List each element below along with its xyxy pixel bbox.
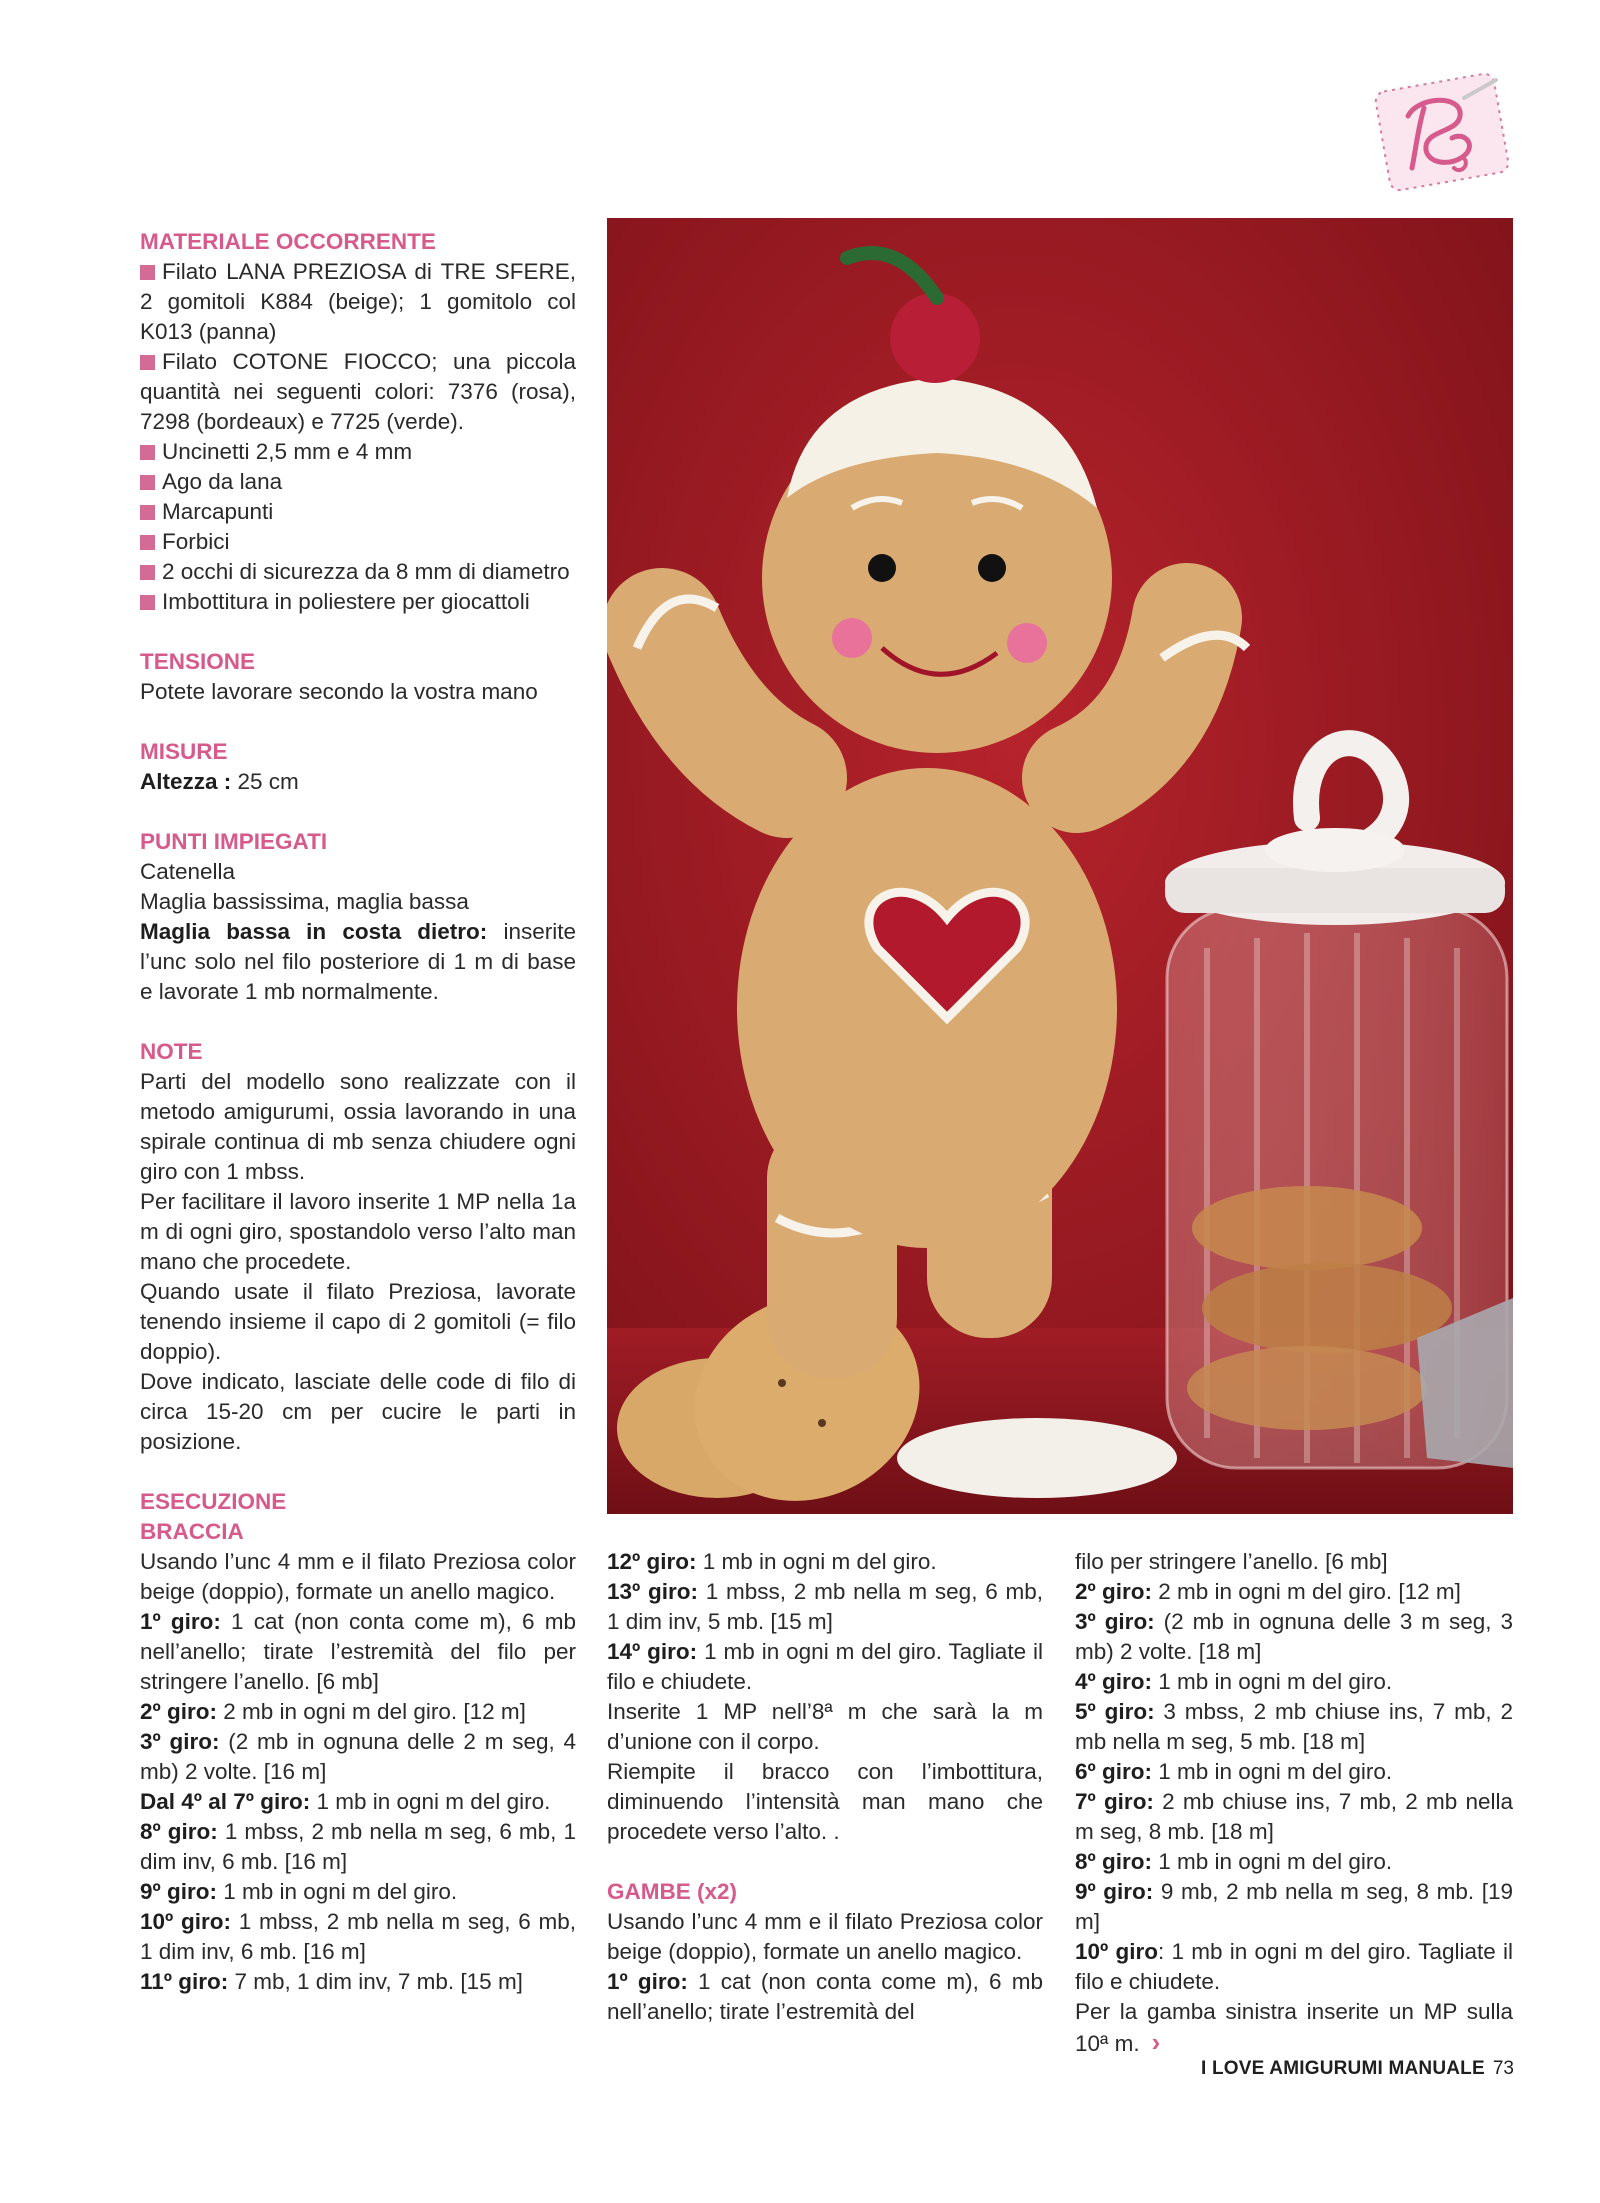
paragraph — [140, 1907, 576, 1967]
material-list-item — [140, 467, 576, 497]
paragraph-text: Parti del modello sono realizzate con il metodo amigurumi, ossia lavorando in una spirale continua di mb senza chiudere ogni giro con 1 mbss. — [140, 1069, 576, 1184]
bold-label: 4º giro: — [1075, 1669, 1152, 1694]
paragraph — [140, 1277, 576, 1367]
section-heading: ESECUZIONE — [140, 1489, 287, 1514]
section-heading: PUNTI IMPIEGATI — [140, 829, 328, 854]
paragraph-text: Riempite il bracco con l’imbottitura, diminuendo l’intensità man mano che procedete verso l’alto. . — [607, 1759, 1043, 1844]
paragraph-text: 1 mb in ogni m del giro. — [1151, 1759, 1393, 1784]
paragraph — [140, 857, 576, 887]
bold-label: 2º giro: — [140, 1699, 217, 1724]
paragraph-text: 1 mb in ogni m del giro. — [216, 1879, 458, 1904]
bold-label: 11º giro: — [140, 1969, 229, 1994]
bold-label: 10º giro: — [140, 1909, 231, 1934]
paragraph-text: 1 mbss, 2 mb nella m seg, 6 mb, 1 dim inv, 6 mb. [16 m] — [140, 1909, 576, 1964]
paragraph-text: 1 mbss, 2 mb nella m seg, 6 mb, 1 dim inv, 6 mb. [16 m] — [140, 1819, 576, 1874]
paragraph-text: 1 mb in ogni m del giro. — [696, 1549, 937, 1574]
bold-label: 9º giro: — [1075, 1879, 1154, 1904]
bullet-square-icon — [140, 445, 155, 460]
bold-label: 5º giro: — [1075, 1699, 1155, 1724]
paragraph-text: 25 cm — [231, 769, 299, 794]
paragraph — [1075, 1697, 1513, 1757]
section-heading: TENSIONE — [140, 649, 256, 674]
bullet-square-icon — [140, 475, 155, 490]
paragraph — [140, 1697, 576, 1727]
spacer — [607, 1847, 1043, 1877]
paragraph-text: Per la gamba sinistra inserite un MP sulla 10ª m. — [1075, 1999, 1513, 2056]
paragraph — [140, 887, 576, 917]
paragraph-text: inserite l’unc solo nel filo posteriore di 1 m di base e lavorate 1 mb normalmente. — [140, 919, 576, 1004]
paragraph-text: Maglia bassissima, maglia bassa — [140, 889, 469, 914]
paragraph — [607, 1757, 1043, 1847]
paragraph-text: 2 mb in ogni m del giro. [12 m] — [216, 1699, 526, 1724]
paragraph-text: Filato LANA PREZIOSA di TRE SFERE, 2 gomitoli K884 (beige); 1 gomitolo col K013 (panna) — [140, 259, 576, 344]
paragraph-text: 1 mb in ogni m del giro. Tagliate il filo e chiudete. — [607, 1639, 1044, 1694]
paragraph — [140, 1877, 576, 1907]
paragraph — [607, 1577, 1043, 1637]
bold-label: 10º giro — [1075, 1939, 1158, 1964]
section-heading: MISURE — [140, 739, 228, 764]
paragraph-text: 9 mb, 2 mb nella m seg, 8 mb. [19 m] — [1075, 1879, 1513, 1934]
paragraph — [1075, 1847, 1513, 1877]
paragraph — [1075, 1577, 1513, 1607]
paragraph-text: Forbici — [162, 529, 230, 554]
magazine-logo-icon — [1368, 68, 1516, 196]
paragraph-text: Quando usate il filato Preziosa, lavorate tenendo insieme il capo di 2 gomitoli (= filo doppio). — [140, 1279, 576, 1364]
paragraph — [140, 1967, 576, 1997]
paragraph-text: Marcapunti — [162, 499, 274, 524]
bullet-square-icon — [140, 505, 155, 520]
paragraph — [140, 677, 576, 707]
paragraph — [607, 1547, 1043, 1577]
material-list-item — [140, 587, 576, 617]
paragraph — [140, 1607, 576, 1697]
column-materials-notes — [140, 227, 576, 1997]
paragraph-text: 1 mb in ogni m del giro. — [310, 1789, 551, 1814]
paragraph-text: 3 mbss, 2 mb chiuse ins, 7 mb, 2 mb nella m seg, 5 mb. [18 m] — [1075, 1699, 1513, 1754]
paragraph-text: Potete lavorare secondo la vostra mano — [140, 679, 538, 704]
paragraph-text: Ago da lana — [162, 469, 283, 494]
paragraph-text: Usando l’unc 4 mm e il filato Preziosa color beige (doppio), formate un anello magico. — [140, 1549, 576, 1604]
paragraph — [140, 767, 576, 797]
paragraph — [607, 1907, 1043, 1967]
paragraph — [140, 1787, 576, 1817]
bold-label: 8º giro: — [1075, 1849, 1152, 1874]
paragraph-text: filo per stringere l’anello. [6 mb] — [1075, 1549, 1388, 1574]
bold-label: 8º giro: — [140, 1819, 218, 1844]
column-instructions-2 — [607, 1547, 1043, 2027]
column-instructions-3 — [1075, 1547, 1513, 2059]
material-list-item — [140, 257, 576, 347]
paragraph — [1075, 1997, 1513, 2059]
paragraph-text: (2 mb in ognuna delle 3 m seg, 3 mb) 2 volte. [18 m] — [1075, 1609, 1513, 1664]
bold-label: 1º giro: — [607, 1969, 688, 1994]
bullet-square-icon — [140, 595, 155, 610]
material-list-item — [140, 437, 576, 467]
paragraph — [607, 1967, 1043, 2027]
page-number: 73 — [1492, 2058, 1514, 2079]
paragraph — [607, 1637, 1043, 1697]
paragraph-text: Filato COTONE FIOCCO; una piccola quantità nei seguenti colori: 7376 (rosa), 7298 (bordeaux) e 7725 (verde). — [140, 349, 576, 434]
material-list-item — [140, 497, 576, 527]
bold-label: Altezza : — [140, 769, 232, 794]
paragraph — [140, 1547, 576, 1607]
section-heading: GAMBE (x2) — [607, 1879, 738, 1904]
spacer — [140, 797, 576, 827]
bold-label: 6º giro: — [1075, 1759, 1152, 1784]
gingerbread-amigurumi-photo — [607, 218, 1513, 1514]
paragraph-text: Dove indicato, lasciate delle code di filo di circa 15-20 cm per cucire le parti in posizione. — [140, 1369, 576, 1454]
paragraph-text: Catenella — [140, 859, 236, 884]
bold-label: 1º giro: — [140, 1609, 221, 1634]
spacer — [140, 617, 576, 647]
bold-label: 2º giro: — [1075, 1579, 1152, 1604]
continue-arrow-icon: › — [1151, 2027, 1161, 2057]
paragraph — [607, 1697, 1043, 1757]
spacer — [140, 1457, 576, 1487]
bold-label: 9º giro: — [140, 1879, 217, 1904]
paragraph — [1075, 1607, 1513, 1667]
material-list-item — [140, 527, 576, 557]
paragraph — [1075, 1547, 1513, 1577]
paragraph — [1075, 1667, 1513, 1697]
bullet-square-icon — [140, 355, 155, 370]
paragraph-text: 7 mb, 1 dim inv, 7 mb. [15 m] — [228, 1969, 523, 1994]
paragraph — [140, 1817, 576, 1877]
material-list-item — [140, 557, 576, 587]
section-heading: MATERIALE OCCORRENTE — [140, 229, 436, 254]
paragraph — [140, 917, 576, 1007]
bold-label: 13º giro: — [607, 1579, 698, 1604]
paragraph — [140, 1067, 576, 1187]
bold-label: 7º giro: — [1075, 1789, 1154, 1814]
paragraph — [1075, 1877, 1513, 1937]
bold-label: 12º giro: — [607, 1549, 697, 1574]
paragraph-text: Uncinetti 2,5 mm e 4 mm — [162, 439, 413, 464]
bullet-square-icon — [140, 535, 155, 550]
paragraph-text: (2 mb in ognuna delle 2 m seg, 4 mb) 2 volte. [16 m] — [140, 1729, 576, 1784]
bullet-square-icon — [140, 565, 155, 580]
paragraph-text: 1 mb in ogni m del giro. — [1151, 1849, 1393, 1874]
paragraph-text: : 1 mb in ogni m del giro. Tagliate il filo e chiudete. — [1075, 1939, 1514, 1994]
bold-label: 3º giro: — [1075, 1609, 1155, 1634]
paragraph-text: 1 mb in ogni m del giro. — [1151, 1669, 1393, 1694]
paragraph-text: Imbottitura in poliestere per giocattoli — [162, 589, 530, 614]
bold-label: Dal 4º al 7º giro: — [140, 1789, 311, 1814]
paragraph-text: 1 cat (non conta come m), 6 mb nell’anello; tirate l’estremità del filo per stringere l’anello. [6 mb] — [140, 1609, 576, 1694]
paragraph — [140, 1727, 576, 1787]
paragraph-text: 2 mb in ogni m del giro. [12 m] — [1151, 1579, 1461, 1604]
paragraph — [1075, 1937, 1513, 1997]
section-heading: NOTE — [140, 1039, 203, 1064]
paragraph — [1075, 1787, 1513, 1847]
page-footer — [1201, 2058, 1514, 2080]
paragraph-text: 1 cat (non conta come m), 6 mb nell’anello; tirate l’estremità del — [607, 1969, 1043, 2024]
section-heading: BRACCIA — [140, 1519, 244, 1544]
magazine-title: I LOVE AMIGURUMI MANUALE — [1201, 2058, 1485, 2079]
bold-label: 14º giro: — [607, 1639, 698, 1664]
paragraph-text: Inserite 1 MP nell’8ª m che sarà la m d’unione con il corpo. — [607, 1699, 1043, 1754]
material-list-item — [140, 347, 576, 437]
spacer — [140, 1007, 576, 1037]
paragraph-text: Usando l’unc 4 mm e il filato Preziosa color beige (doppio), formate un anello magico. — [607, 1909, 1043, 1964]
paragraph-text: Per facilitare il lavoro inserite 1 MP nella 1a m di ogni giro, spostandolo verso l’alto man mano che procedete. — [140, 1189, 576, 1274]
bold-label: Maglia bassa in costa dietro: — [140, 919, 488, 944]
spacer — [140, 707, 576, 737]
paragraph-text: 2 occhi di sicurezza da 8 mm di diametro — [162, 559, 570, 584]
paragraph — [140, 1367, 576, 1457]
paragraph-text: 1 mbss, 2 mb nella m seg, 6 mb, 1 dim inv, 5 mb. [15 m] — [607, 1579, 1043, 1634]
bullet-square-icon — [140, 265, 155, 280]
paragraph — [140, 1187, 576, 1277]
paragraph-text: 2 mb chiuse ins, 7 mb, 2 mb nella m seg, 8 mb. [18 m] — [1075, 1789, 1513, 1844]
bold-label: 3º giro: — [140, 1729, 220, 1754]
paragraph — [1075, 1757, 1513, 1787]
